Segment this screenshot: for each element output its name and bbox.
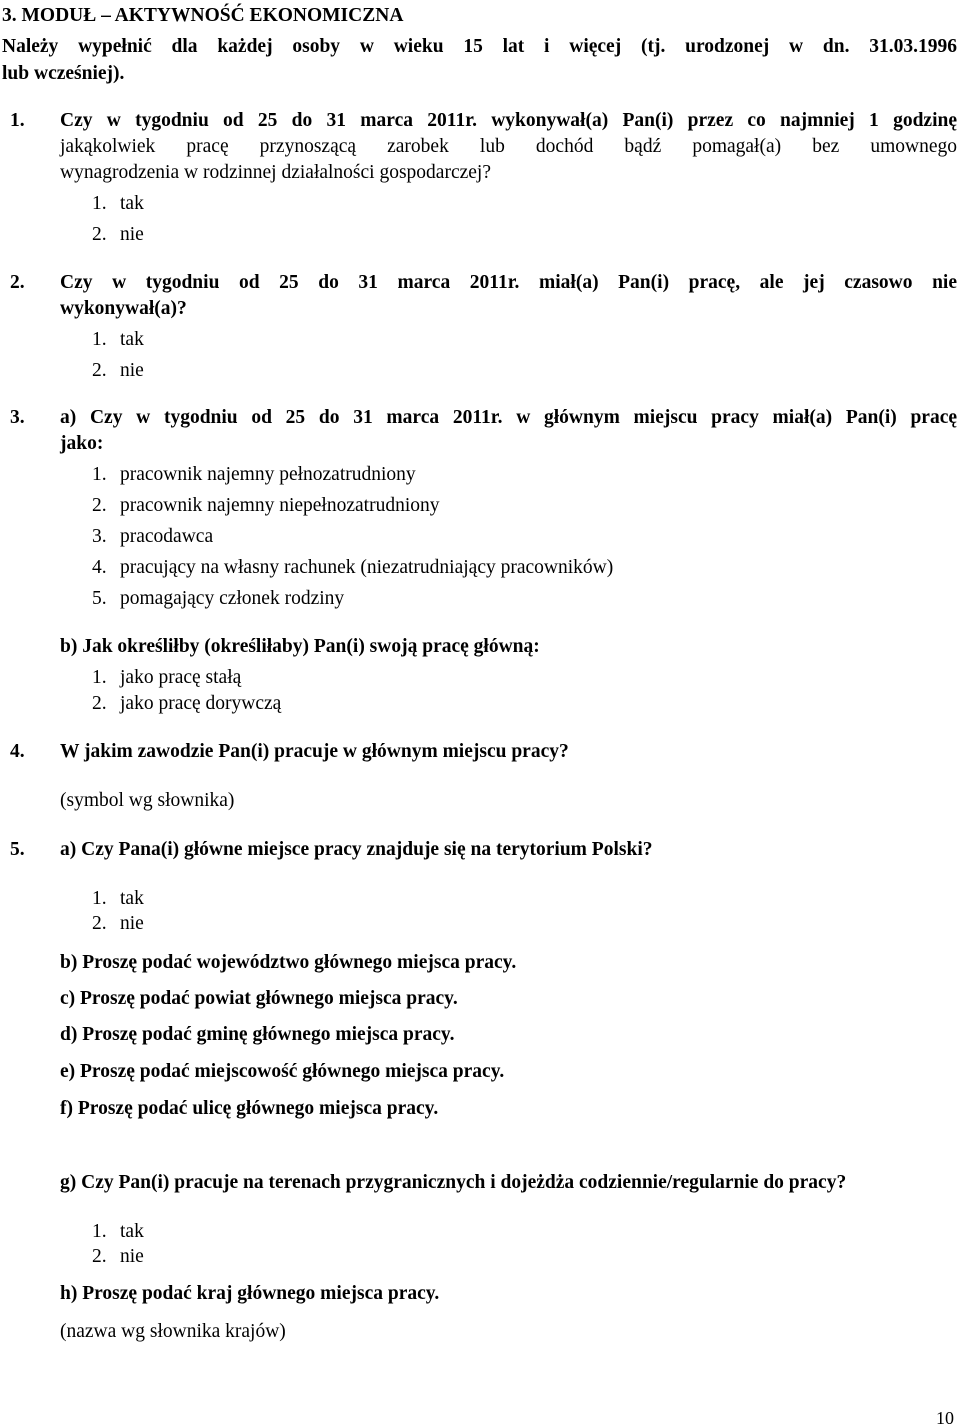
option-label: nie	[120, 1246, 144, 1267]
answer-option[interactable]	[92, 558, 613, 578]
module-heading: 3. MODUŁ – AKTYWNOŚĆ EKONOMICZNA	[2, 5, 404, 26]
option-label: tak	[120, 329, 144, 350]
option-label: nie	[120, 224, 144, 245]
option-number: 1.	[92, 888, 107, 909]
question-1-text: wynagrodzenia w rodzinnej działalności gospodarczej?	[60, 162, 491, 183]
option-label: pracujący na własny rachunek (niezatrudniający pracowników)	[120, 557, 614, 578]
question-1-text: Czy w tygodniu od 25 do 31 marca 2011r. wykonywał(a) Pan(i) przez co najmniej 1 godzinę	[60, 110, 957, 131]
answer-option[interactable]	[92, 496, 439, 516]
option-number: 1.	[92, 193, 107, 214]
option-label: tak	[120, 193, 144, 214]
option-label: nie	[120, 360, 144, 381]
option-label: pracownik najemny pełnozatrudniony	[120, 464, 416, 485]
option-number: 5.	[92, 588, 107, 609]
option-number: 2.	[92, 1246, 107, 1267]
answer-option[interactable]	[92, 225, 144, 245]
question-5c-text: c) Proszę podać powiat głównego miejsca pracy.	[60, 988, 458, 1009]
answer-option[interactable]	[92, 1222, 144, 1242]
question-number: 2.	[10, 272, 25, 293]
question-number: 5.	[10, 839, 25, 860]
option-number: 2.	[92, 913, 107, 934]
answer-option[interactable]	[92, 1247, 144, 1267]
question-4-text: W jakim zawodzie Pan(i) pracuje w głównym miejscu pracy?	[60, 741, 569, 762]
question-5g-text: g) Czy Pan(i) pracuje na terenach przygranicznych i dojeżdża codziennie/regularnie do pracy?	[60, 1172, 847, 1193]
intro-line: Należy wypełnić dla każdej osoby w wieku 15 lat i więcej (tj. urodzonej w dn. 31.03.1996	[2, 36, 957, 57]
answer-option[interactable]	[92, 589, 344, 609]
answer-option[interactable]	[92, 361, 144, 381]
option-label: jako pracę stałą	[120, 667, 242, 688]
option-number: 1.	[92, 464, 107, 485]
question-5f-text: f) Proszę podać ulicę głównego miejsca pracy.	[60, 1098, 439, 1119]
question-number: 4.	[10, 741, 25, 762]
question-5h-note: (nazwa wg słownika krajów)	[60, 1321, 286, 1342]
option-number: 2.	[92, 360, 107, 381]
question-1-text: jakąkolwiek pracę przynoszącą zarobek lub dochód bądź pomagał(a) bez umownego	[60, 136, 957, 157]
option-number: 2.	[92, 495, 107, 516]
question-5e-text: e) Proszę podać miejscowość głównego miejsca pracy.	[60, 1061, 505, 1082]
option-number: 2.	[92, 224, 107, 245]
option-number: 1.	[92, 1221, 107, 1242]
option-label: pomagający członek rodziny	[120, 588, 345, 609]
option-number: 1.	[92, 667, 107, 688]
option-number: 1.	[92, 329, 107, 350]
answer-option[interactable]	[92, 914, 144, 934]
page-number: 10	[936, 1408, 954, 1428]
answer-option[interactable]	[92, 694, 281, 714]
option-label: jako pracę dorywczą	[120, 693, 282, 714]
question-5a-text: a) Czy Pana(i) główne miejsce pracy znajduje się na terytorium Polski?	[60, 839, 653, 860]
question-3b-text: b) Jak określiłby (określiłaby) Pan(i) swoją pracę główną:	[60, 636, 540, 657]
question-number: 1.	[10, 110, 25, 131]
option-label: tak	[120, 1221, 144, 1242]
question-2-text: wykonywał(a)?	[60, 298, 187, 319]
answer-option[interactable]	[92, 527, 213, 547]
question-5d-text: d) Proszę podać gminę głównego miejsca pracy.	[60, 1024, 455, 1045]
question-number: 3.	[10, 407, 25, 428]
answer-option[interactable]	[92, 889, 144, 909]
question-3a-text: a) Czy w tygodniu od 25 do 31 marca 2011r. w głównym miejscu pracy miał(a) Pan(i) pracę	[60, 407, 957, 428]
option-number: 3.	[92, 526, 107, 547]
option-number: 4.	[92, 557, 107, 578]
question-5h-text: h) Proszę podać kraj głównego miejsca pracy.	[60, 1283, 440, 1304]
option-number: 2.	[92, 693, 107, 714]
option-label: pracodawca	[120, 526, 214, 547]
option-label: tak	[120, 888, 144, 909]
option-label: pracownik najemny niepełnozatrudniony	[120, 495, 440, 516]
question-2-text: Czy w tygodniu od 25 do 31 marca 2011r. miał(a) Pan(i) pracę, ale jej czasowo nie	[60, 272, 957, 293]
answer-option[interactable]	[92, 194, 144, 214]
question-3a-text: jako:	[60, 433, 104, 454]
option-label: nie	[120, 913, 144, 934]
answer-option[interactable]	[92, 668, 241, 688]
question-5b-text: b) Proszę podać województwo głównego miejsca pracy.	[60, 952, 517, 973]
intro-line: lub wcześniej).	[2, 63, 125, 84]
question-4-note: (symbol wg słownika)	[60, 790, 235, 811]
answer-option[interactable]	[92, 330, 144, 350]
answer-option[interactable]	[92, 465, 416, 485]
